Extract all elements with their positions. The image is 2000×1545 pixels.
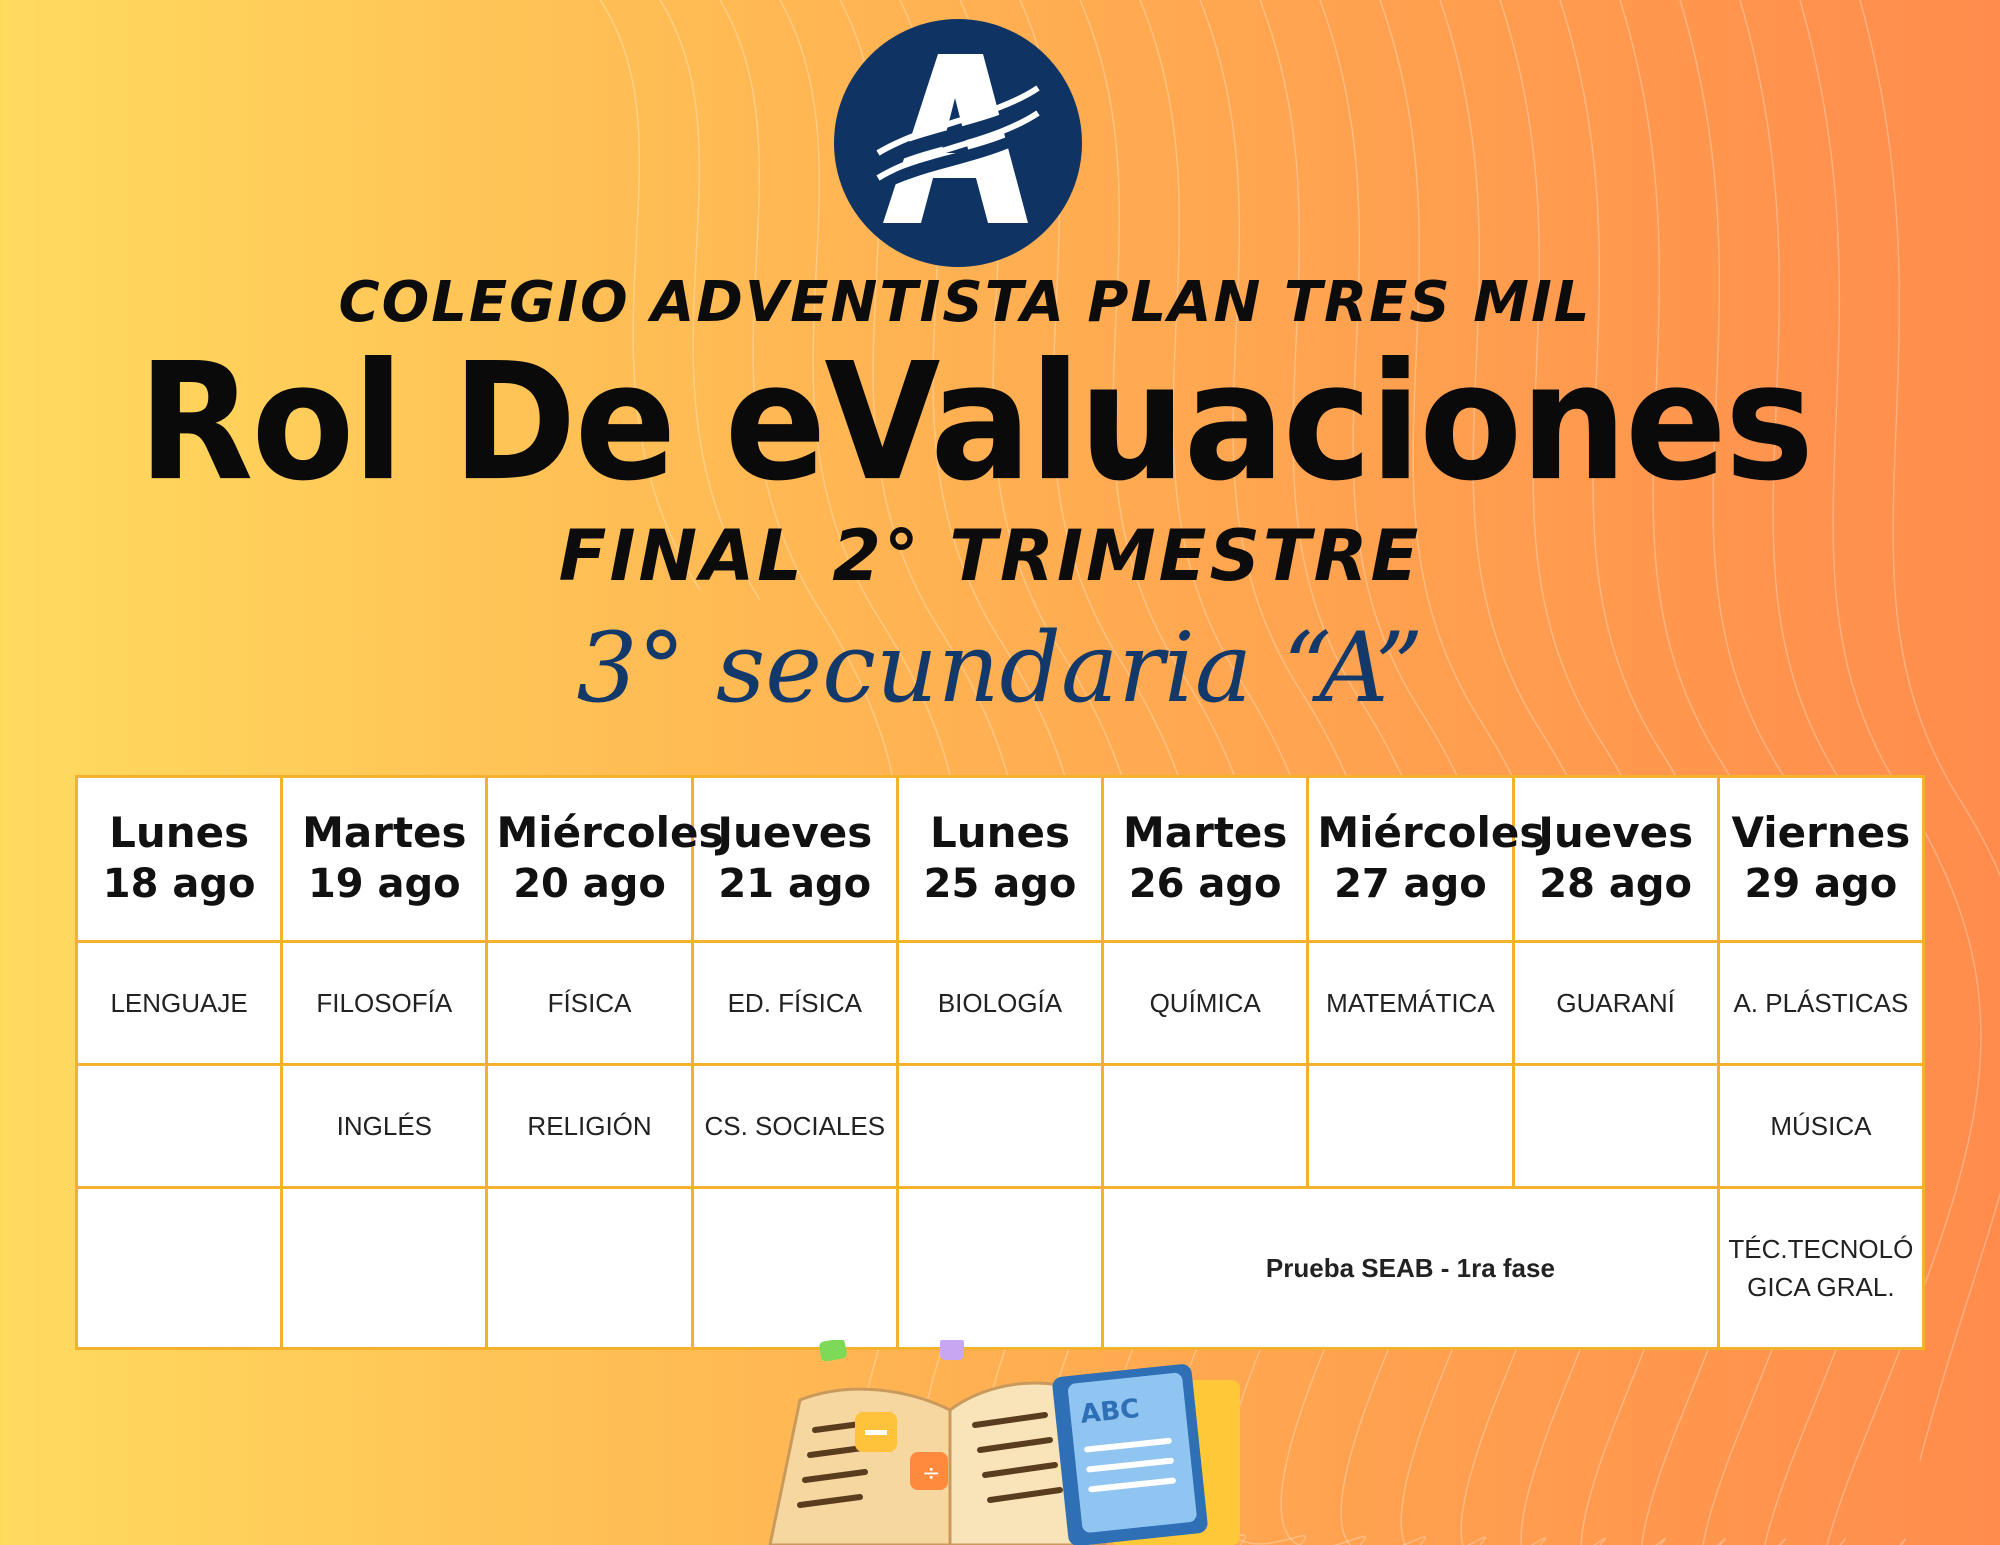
evaluation-schedule-table [75,775,1925,1350]
day-header-cell [692,777,897,942]
day-date: 21 ago [718,861,872,907]
subject-cell [77,1065,282,1188]
empty-cell [487,1188,692,1349]
day-date: 20 ago [513,861,666,907]
day-header-cell [77,777,282,942]
subject-cell: GUARANÍ [1513,942,1718,1065]
day-name: Viernes [1731,808,1911,857]
subject-cell: FILOSOFÍA [282,942,487,1065]
day-header-cell [1308,777,1545,942]
empty-cell [77,1188,282,1349]
subject-cell: FÍSICA [487,942,692,1065]
day-header-cell [487,777,724,942]
day-name: Martes [1122,808,1288,857]
day-name: Jueves [717,808,873,857]
books-illustration-icon [760,1340,1240,1545]
grade-label: 3° secundaria “A” [576,612,1424,724]
day-date: 18 ago [102,861,256,907]
subject-cell [897,1065,1102,1188]
subject-cell [1103,1065,1308,1188]
subject-cell: ED. FÍSICA [692,942,897,1065]
svg-text:ABC: ABC [1078,1393,1141,1430]
day-header-cell [1718,777,1923,942]
subject-cell [1308,1065,1513,1188]
day-header-cell [1103,777,1308,942]
subject-cell: RELIGIÓN [487,1065,692,1188]
subject-cell: MÚSICA [1718,1065,1923,1188]
day-date: 25 ago [923,861,1077,907]
page-title: Rol De eValuaciones [137,329,1813,517]
table-row [77,1065,1924,1188]
day-name: Miércoles [1317,808,1545,857]
subject-cell: BIOLOGÍA [897,942,1102,1065]
day-name: Lunes [109,808,250,857]
subject-cell: MATEMÁTICA [1308,942,1513,1065]
subject-cell: A. PLÁSTICAS [1718,942,1923,1065]
day-date: 27 ago [1334,861,1487,907]
table-row [77,1188,1924,1349]
subject-cell: LENGUAJE [77,942,282,1065]
empty-cell [897,1188,1102,1349]
subject-cell: CS. SOCIALES [692,1065,897,1188]
day-name: Martes [302,808,467,857]
day-name: Lunes [929,808,1071,857]
subject-cell: QUÍMICA [1103,942,1308,1065]
empty-cell [282,1188,487,1349]
day-date: 26 ago [1128,861,1282,907]
subject-cell: INGLÉS [282,1065,487,1188]
svg-text:÷: ÷ [922,1461,941,1486]
day-date: 29 ago [1744,861,1898,907]
day-header-cell [897,777,1102,942]
page-subtitle: FINAL 2° TRIMESTRE [558,515,1422,597]
day-date: 19 ago [307,861,461,907]
empty-cell [692,1188,897,1349]
day-name: Jueves [1538,808,1694,857]
day-name: Miércoles [496,808,724,857]
table-header-row [77,777,1924,942]
seab-test-cell: Prueba SEAB - 1ra fase [1103,1188,1719,1349]
day-date: 28 ago [1539,861,1692,907]
subject-cell: TÉC.TECNOLÓGICA GRAL. [1718,1188,1923,1349]
subject-cell [1513,1065,1718,1188]
table-row [77,942,1924,1065]
school-logo-icon [833,18,1083,268]
day-header-cell [282,777,487,942]
day-header-cell [1513,777,1718,942]
school-name: COLEGIO ADVENTISTA PLAN TRES MIL [338,270,1592,335]
